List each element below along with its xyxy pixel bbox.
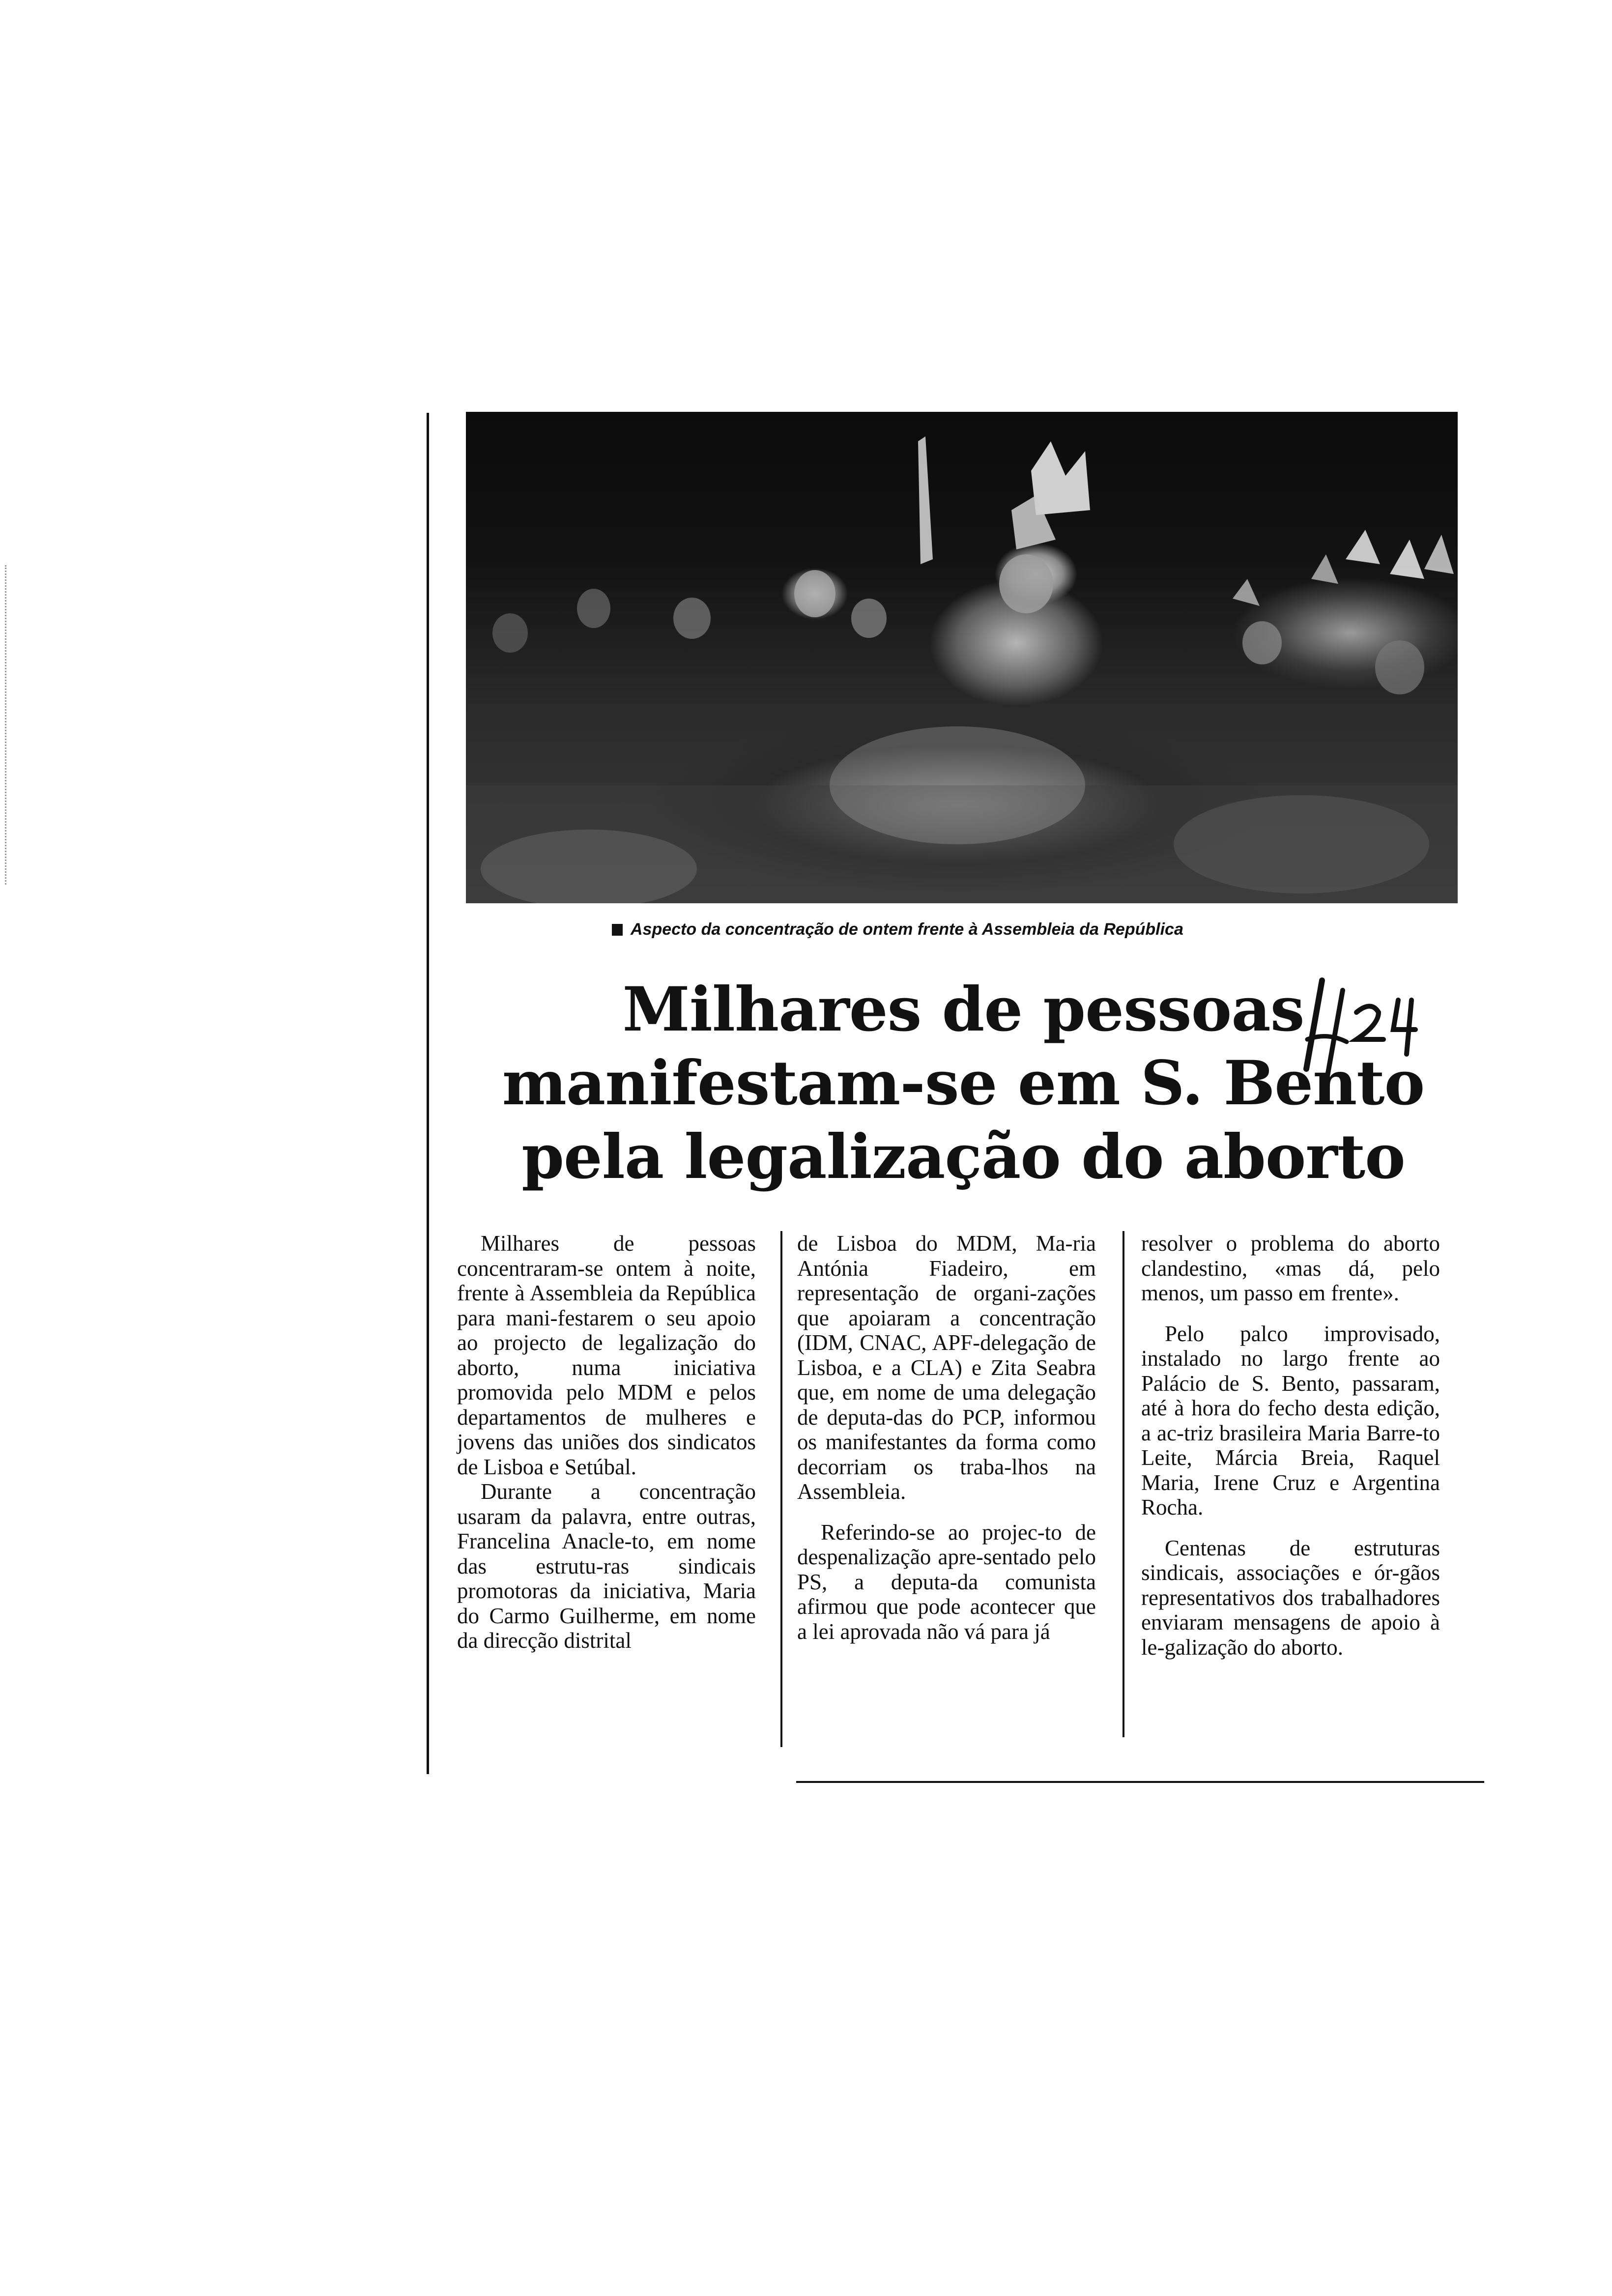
photo-caption (612, 920, 1349, 939)
crowd-protest-photo (466, 412, 1458, 903)
headline-line-2: manifestam-se em S. Bento (502, 1048, 1425, 1119)
headline (496, 973, 1430, 1194)
article-paragraph: Centenas de estruturas sindicais, associações e ór-gãos representativos dos trabalhadores enviaram mensagens de apoio à le-galização do aborto. (1141, 1535, 1440, 1660)
article-end-rule (796, 1781, 1484, 1783)
photo-shapes (466, 412, 1458, 903)
column-rule (780, 1231, 782, 1747)
article-column-3 (1141, 1231, 1440, 1660)
headline-line-1: Milhares de pessoas (622, 974, 1304, 1045)
handwritten-archive-number (1297, 971, 1425, 1091)
article-column-2 (797, 1231, 1096, 1644)
column-rule (1123, 1231, 1124, 1737)
bullet-square-icon (612, 924, 623, 936)
article-paragraph: Milhares de pessoas concentraram-se ontem à noite, frente à Assembleia da República para mani-festarem o seu apoio ao projecto de legalização do aborto, numa iniciativa promovida pelo MDM e pelos departamentos de mulheres e jovens das uniões dos sindicatos de Lisboa e Setúbal. (457, 1231, 756, 1479)
article-paragraph: Durante a concentração usaram da palavra, entre outras, Francelina Anacle-to, em nome das estrutu-ras sindicais promotoras da iniciativa, Maria do Carmo Guilherme, em nome da direcção distrital (457, 1479, 756, 1653)
article-paragraph: resolver o problema do aborto clandestino, «mas dá, pelo menos, um passo em frente». (1141, 1231, 1440, 1305)
article-column-1 (457, 1231, 756, 1653)
photo-caption-text: Aspecto da concentração de ontem frente à Assembleia da República (631, 920, 1183, 939)
article-paragraph: de Lisboa do MDM, Ma-ria Antónia Fiadeiro, em representação de organi-zações que apoiaram a concentração (IDM, CNAC, APF-delegação de Lisboa, e a CLA) e Zita Seabra que, em nome de uma delegação de deputa-das do PCP, informou os manifestantes da forma como decorriam os traba-lhos na Assembleia. (797, 1231, 1096, 1504)
clipping-left-border (427, 413, 429, 1774)
article-body (457, 1231, 1465, 1772)
scan-edge-specks (5, 565, 16, 885)
headline-line-3: pela legalização do aborto (521, 1121, 1405, 1193)
handwritten-number-mark (1297, 971, 1425, 1089)
article-paragraph: Referindo-se ao projec-to de despenalização apre-sentado pelo PS, a deputa-da comunista afirmou que pode acontecer que a lei aprovada não vá para já (797, 1520, 1096, 1644)
article-paragraph: Pelo palco improvisado, instalado no largo frente ao Palácio de S. Bento, passaram, até à hora do fecho desta edição, a ac-triz brasileira Maria Barre-to Leite, Márcia Breia, Raquel Maria, Irene Cruz e Argentina Rocha. (1141, 1321, 1440, 1520)
